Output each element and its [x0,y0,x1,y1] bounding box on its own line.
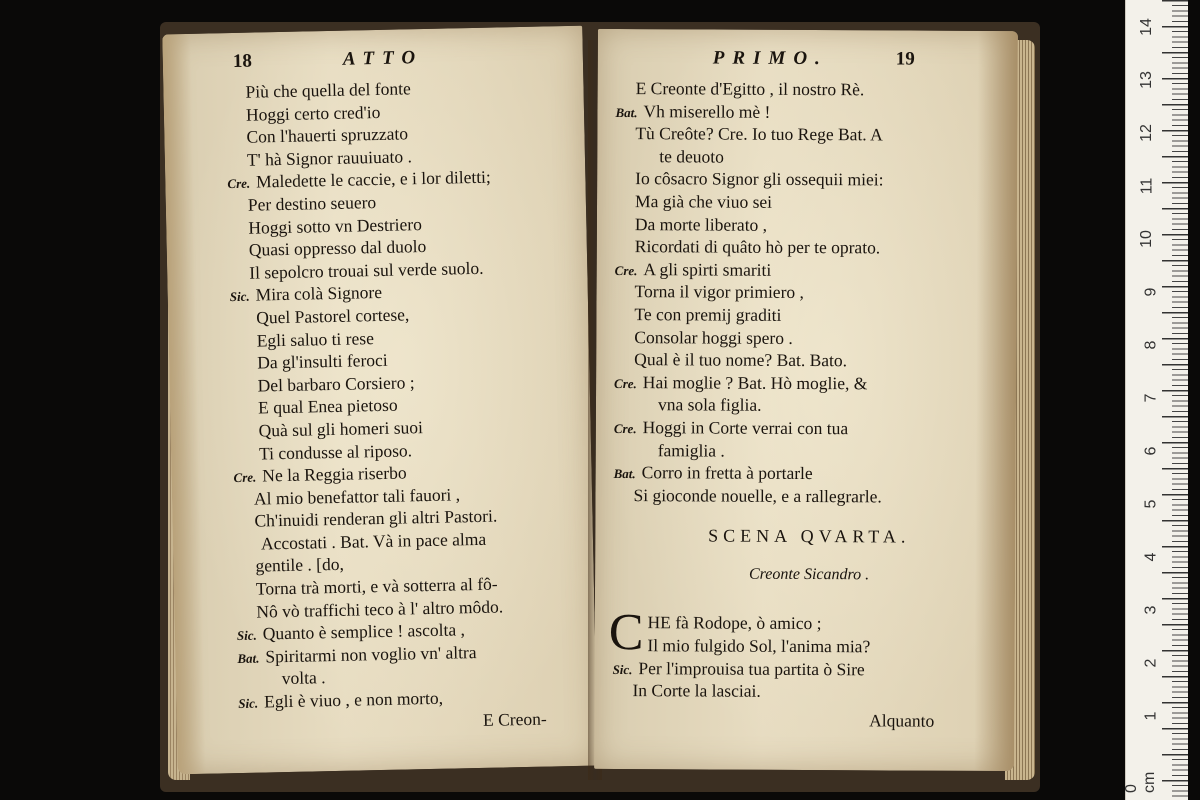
verse-text: Te con premij graditi [634,304,782,325]
verse-text: Quanto è semplice ! ascolta , [262,619,466,644]
ruler-label: 10 [1138,230,1156,248]
verse-text: Il sepolcro trouai sul verde suolo. [249,257,484,283]
text-line [614,461,1006,486]
ruler-major-ticks [1162,0,1188,800]
verse-text: E Creonte d'Egitto , il nostro Rè. [635,78,865,100]
speaker-label: Bat. [613,466,636,482]
ruler-label: 8 [1142,340,1160,350]
drop-cap: C [608,604,644,662]
verse-text: Quasi oppresso dal duolo [248,236,427,260]
speaker-label: Cre. [227,176,251,192]
ruler-label: 11 [1138,177,1156,195]
text-line [615,100,1007,125]
text-line [614,303,1006,328]
verse-text: Da gl'insulti feroci [256,349,388,373]
verse-text: Per destino seuero [247,192,377,215]
text-line [612,679,1004,704]
ruler-label: 1 [1142,711,1160,721]
text-line [615,167,1007,192]
right-page-text [608,77,1007,732]
verse-text: Accostati . Bat. Và in pace alma [260,528,487,554]
verse-text: Quà sul gli homeri suoi [258,417,424,441]
right-page [594,29,1018,771]
text-line [615,145,1007,170]
verse-text: te deuoto [659,146,724,167]
text-line [615,213,1007,238]
verse-text: Ch'inuidi renderan gli altri Pastori. [254,505,498,531]
ruler-label: 3 [1142,605,1160,615]
left-page [162,26,597,775]
verse-text: E qual Enea pietoso [257,394,398,418]
ruler-label: 0 cm [1123,771,1158,793]
verse-text: Egli saluo ti rese [256,327,375,351]
verse-text: Consolar hoggi spero . [634,326,793,348]
verse-text: A gli spirti smariti [643,258,772,280]
left-page-number: 18 [232,50,253,73]
text-line [615,280,1007,305]
speaker-label: Sic. [238,695,259,712]
verse-text: Hoggi sotto vn Destriero [248,213,423,238]
verse-text: Da morte liberato , [634,213,768,235]
verse-text: Con l'hauerti spruzzato [246,123,409,147]
verse-text: vna sola figlia. [657,394,762,416]
ruler-label: 9 [1142,287,1160,297]
speaker-label: Bat. [615,104,638,120]
verse-text: Hoggi certo cred'io [245,101,381,125]
speaker-label: Sic. [612,661,633,677]
scene-characters: Creonte Sicandro . [748,565,870,584]
verse-text: Tù Creôte? Cre. Io tuo Rege Bat. A [635,123,883,145]
verse-text: Ti condusse al riposo. [258,439,413,464]
verse-text: Del barbaro Corsiero ; [257,371,415,396]
text-line [614,438,1006,463]
verse-text: Il mio fulgido Sol, l'anima mia? [647,635,871,657]
speaker-label: Cre. [614,262,638,278]
scene-block [608,604,1004,703]
verse-text: Ricordati di quâto hò per te oprato. [634,236,881,258]
ruler-label: 5 [1142,499,1160,509]
text-line [614,326,1006,351]
left-catchword: E Creon- [482,708,547,730]
verse-text: Ne la Reggia riserbo [262,462,407,486]
verse-text: Quel Pastorel cortese, [256,304,410,328]
verse-text: volta . [281,667,326,689]
ruler-label: 7 [1142,393,1160,403]
text-line [614,393,1006,418]
verse-text: Hai moglie ? Bat. Hò moglie, & [642,371,868,394]
ruler-label: 4 [1142,552,1160,562]
speaker-label: Bat. [237,650,260,666]
text-line [614,371,1006,396]
verse-text: Torna il vigor primiero , [634,281,804,303]
speaker-label: Sic. [229,289,250,305]
text-line [614,416,1006,441]
measurement-ruler [1125,0,1188,800]
verse-text: Al mio benefattor tali fauori , [253,484,461,509]
ruler-label: 12 [1138,124,1156,142]
verse-text: HE fà Rodope, ò amico ; [647,612,822,634]
text-line [615,258,1007,283]
verse-text: gentile . [do, [255,554,345,577]
speaker-label: Cre. [233,469,257,486]
ruler-label: 14 [1138,18,1156,36]
left-page-text [225,74,587,736]
verse-text: T' hà Signor rauuiuato . [246,146,413,170]
ruler-label: 13 [1138,71,1156,89]
verse-text: Spiritarmi non voglio vn' altra [265,641,477,667]
text-line [613,611,1005,636]
speaker-label: Cre. [614,375,637,391]
verse-text: Io côsacro Signor gli ossequii miei: [635,168,884,190]
verse-text: Vh miserello mè ! [643,100,771,122]
verse-text: Corro in fretta à portarle [641,462,813,484]
verse-text: famiglia . [657,439,725,461]
verse-text: Più che quella del fonte [245,78,411,102]
left-running-head: ATTO [342,47,424,70]
ruler-label: 6 [1142,446,1160,456]
verse-text: Maledette le caccie, e i lor diletti; [255,167,492,192]
verse-text: Si gioconde nouelle, e a rallegrarle. [633,484,882,507]
verse-text: Per l'improuisa tua partita ò Sire [638,657,865,679]
right-running-head: PRIMO. [712,47,828,70]
verse-text: In Corte la lasciai. [632,680,761,702]
scene-title: SCENA QVARTA. [708,525,911,547]
verse-text: Egli è viuo , e non morto, [263,687,444,712]
speaker-label: Cre. [613,420,637,437]
text-line [615,190,1007,215]
ruler-label: 2 [1142,658,1160,668]
text-line [613,484,1005,509]
verse-text: Ma già che viuo sei [634,191,773,212]
verse-text: Qual è il tuo nome? Bat. Bato. [634,349,848,371]
text-line [616,77,1008,102]
verse-text: Nô vò traffichi teco à l' altro môdo. [256,596,504,622]
text-line [613,657,1005,682]
right-page-header [598,47,1018,79]
right-page-number: 19 [895,48,915,70]
verse-text: Mira colà Signore [255,282,383,305]
text-line [615,122,1007,147]
verse-text: Hoggi in Corte verrai con tua [642,417,849,439]
text-line [613,634,1005,659]
verse-text: Torna trà morti, e và sotterra al fô- [255,573,498,599]
speaker-label: Sic. [236,627,257,644]
text-line [615,235,1007,260]
text-line [614,348,1006,373]
right-catchword: Alquanto [869,710,935,731]
